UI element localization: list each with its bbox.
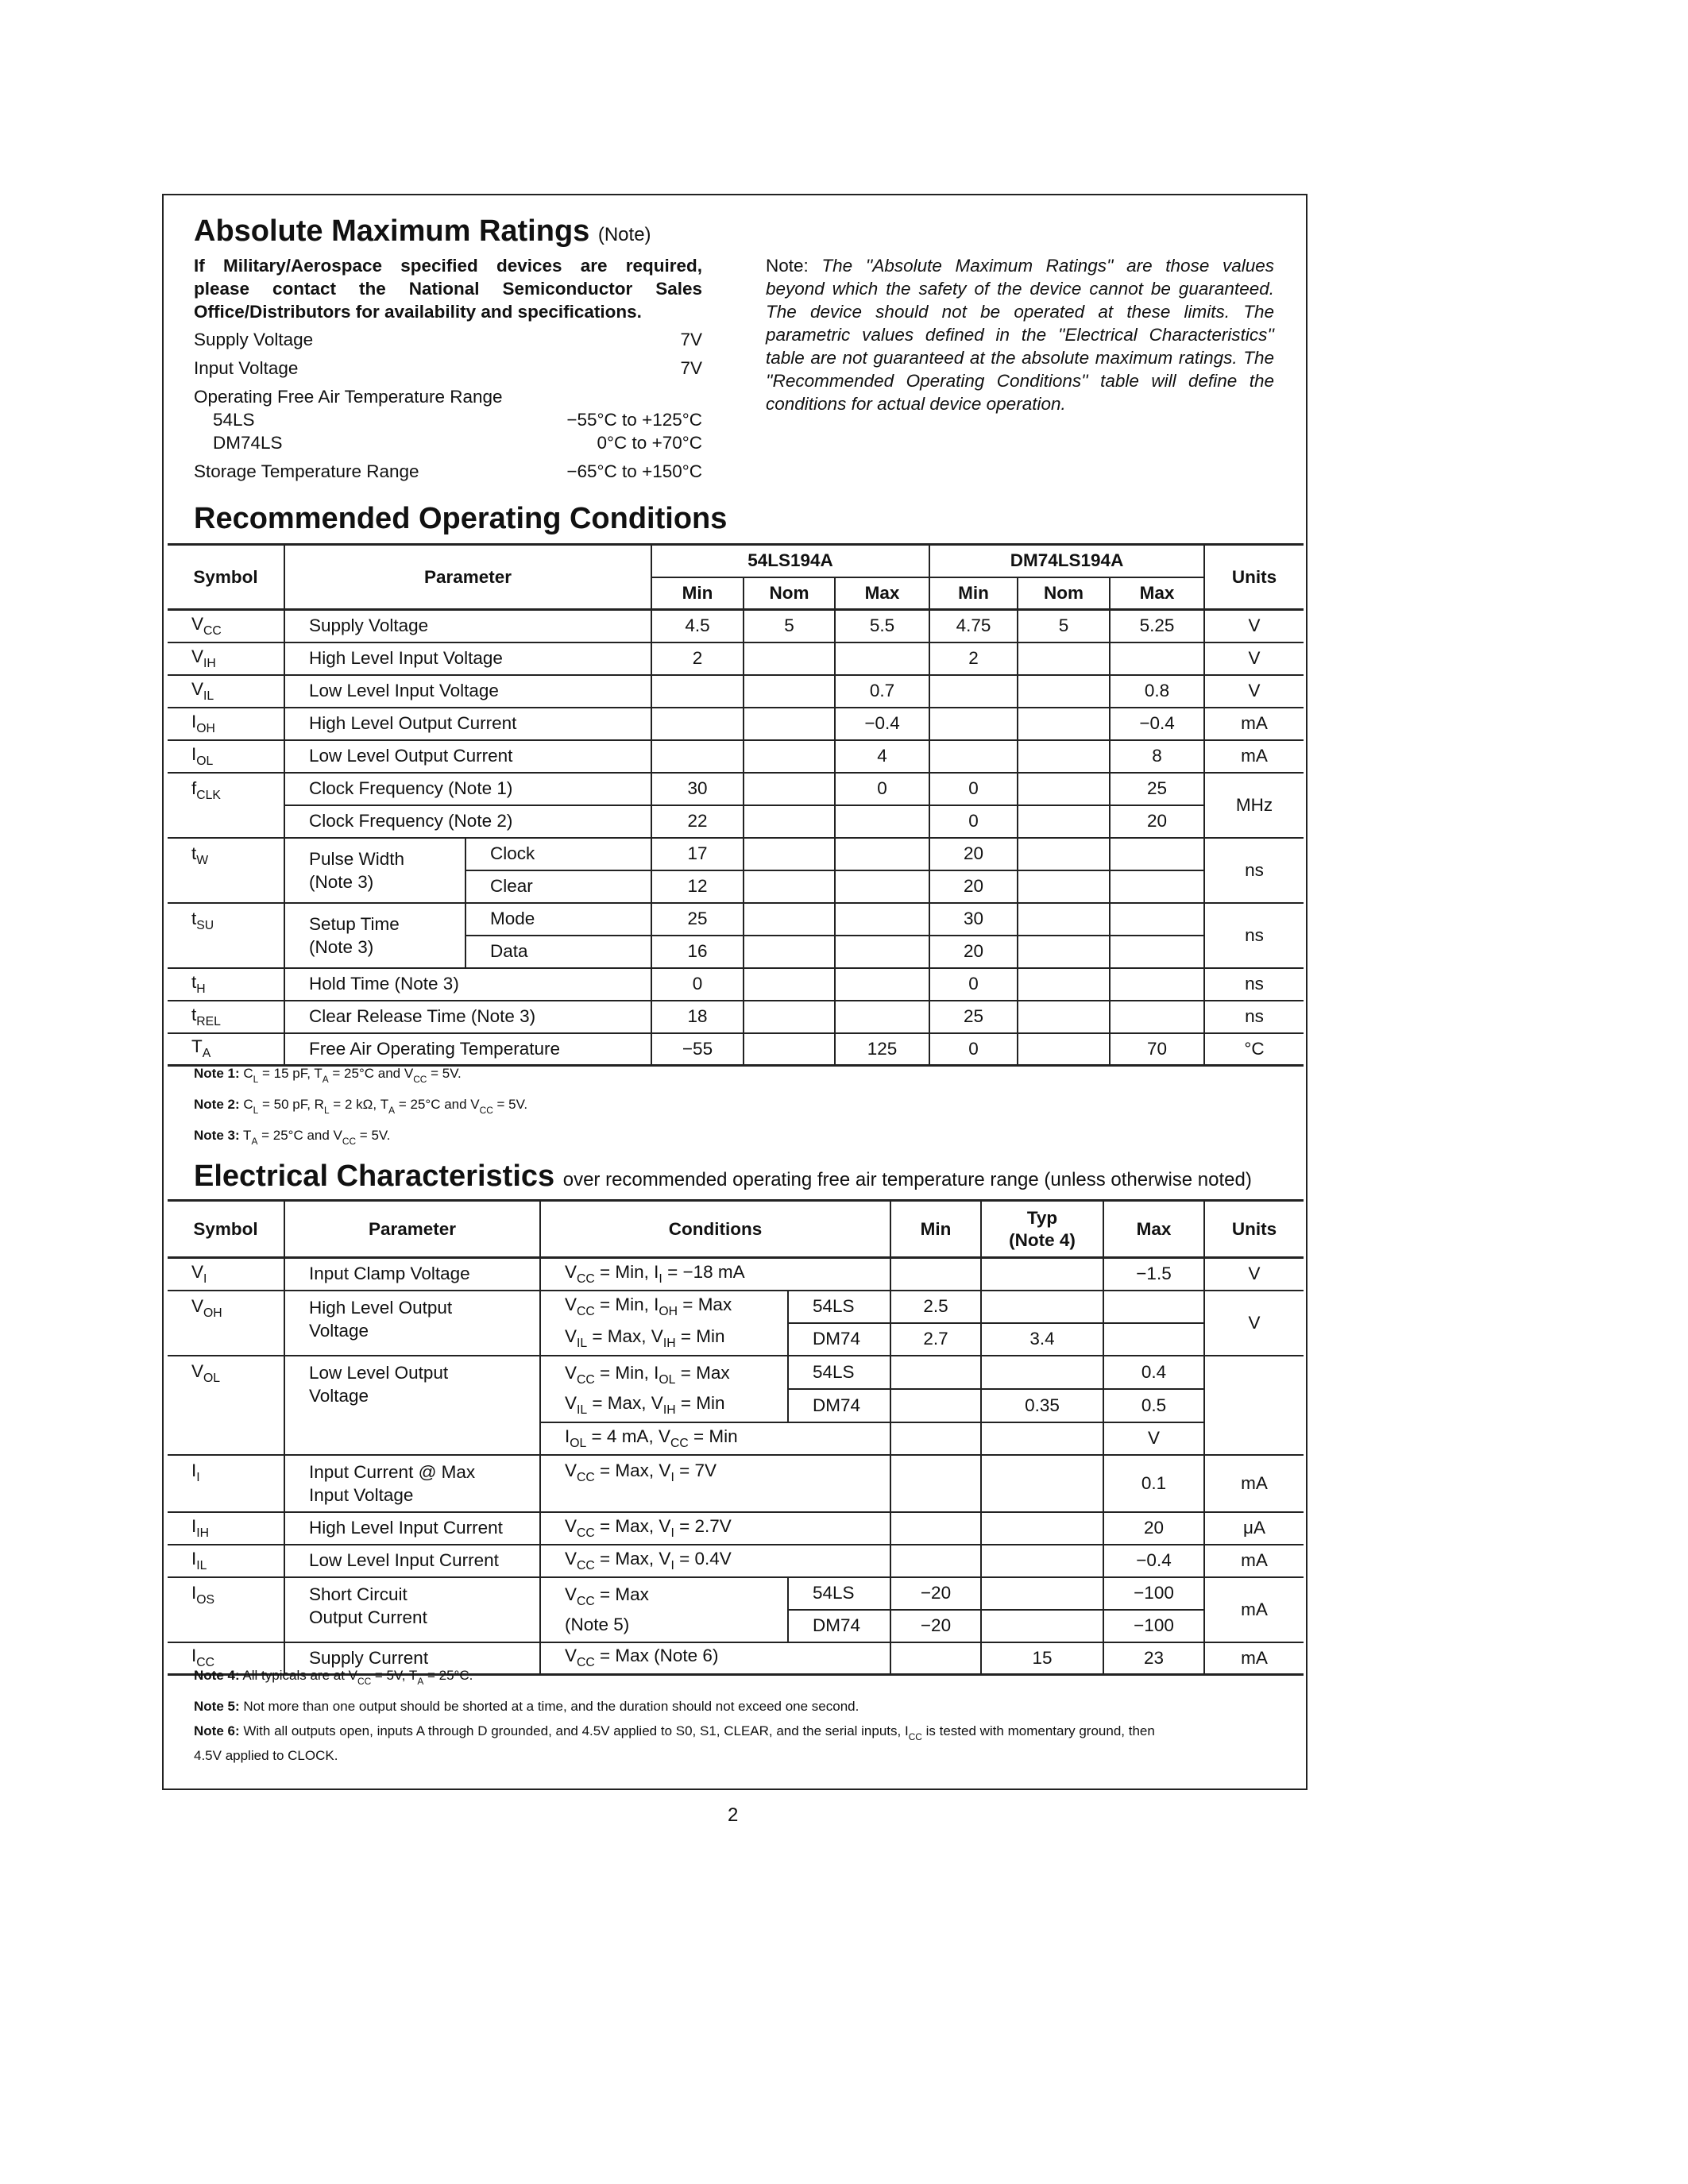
roc-h-units: Units (1204, 545, 1304, 610)
storage-temp-value: −65°C to +150°C (566, 461, 702, 481)
roc-row-tw-2: Clear 12 20 (168, 870, 1304, 903)
roc-notes (194, 1061, 527, 1154)
roc-row-iol: $I_{OL}$ Low Level Output Current 4 8 mA (168, 740, 1304, 773)
roc-note-3: Note 3: $T_A = 25^\circ C$ and $V_{CC} = 5V$. (194, 1128, 391, 1147)
roc-row-vcc: $V_{CC}$ Supply Voltage 4.5 5 5.5 4.75 5 5.25 V (168, 610, 1304, 642)
roc-row-fclk-1: $f_{CLK}$ Clock Frequency (Note 1) 30 0 0 25 MHz (168, 773, 1304, 805)
ls-temp-label: 54LS (213, 410, 255, 430)
op-temp-label: Operating Free Air Temperature Range (194, 387, 503, 407)
roc-row-fclk-2: Clock Frequency (Note 2) 22 0 20 (168, 805, 1304, 838)
roc-h-nom: Nom (744, 577, 835, 610)
roc-row-vil: $V_{IL}$ Low Level Input Voltage 0.7 0.8 V (168, 675, 1304, 708)
ec-h-units: Units (1204, 1201, 1304, 1258)
roc-h-54ls: 54LS194A (651, 545, 929, 577)
roc-h-symbol: Symbol (168, 545, 284, 610)
ec-row-icc: $I_{CC}$ Supply Current $V_{CC}$ = Max (Note 6) 15 23 mA (168, 1642, 1304, 1675)
ec-row-vol-2: DM74 0.35 0.5 (168, 1389, 1304, 1422)
ec-row-ios-2: DM74 −20 −100 (168, 1610, 1304, 1642)
roc-row-tw-1: $t_W$ Pulse Width (Note 3) Clock 17 20 ns (168, 838, 1304, 870)
roc-h-min: Min (651, 577, 744, 610)
storage-temp-label: Storage Temperature Range (194, 461, 419, 481)
roc-row-vih: $V_{IH}$ High Level Input Voltage 2 2 V (168, 642, 1304, 675)
ec-title: Electrical Characteristics over recommended operating free air temperature range (unless otherwise noted) (194, 1160, 1252, 1193)
abs-max-title: Absolute Maximum Ratings (Note) (194, 214, 651, 248)
roc-h-max: Max (835, 577, 929, 610)
roc-h-min-dm: Min (929, 577, 1018, 610)
abs-max-note: Note: The ''Absolute Maximum Ratings'' are those values beyond which the safety of the device cannot be guaranteed. The device should not be operated at these limits. The parametric values defined in the ''Electrical Characteristics'' table are not guaranteed at the absolute maximum ratings. The ''Recommended Operating Conditions'' table will define the conditions for actual device operation. (766, 256, 1274, 414)
ec-table (168, 1199, 1304, 1676)
ec-row-voh-2: $V_{IL}$ = Max, $V_{IH}$ = Min DM74 2.7 3.4 (168, 1323, 1304, 1356)
roc-row-ioh: $I_{OH}$ High Level Output Current −0.4 −0.4 mA (168, 708, 1304, 740)
roc-h-max-dm: Max (1110, 577, 1204, 610)
ec-row-iil: $I_{IL}$ Low Level Input Current $V_{CC}$ = Max, $V_I = 0.4V$ −0.4 mA (168, 1545, 1304, 1577)
roc-h-parameter: Parameter (284, 545, 651, 610)
roc-row-tsu-2: Data 16 20 (168, 936, 1304, 968)
input-voltage-value: 7V (680, 358, 702, 378)
military-notice: If Military/Aerospace specified devices are required, please contact the National Semiconductor Sales Office/Distributors for availability and specifications. (194, 256, 702, 322)
ec-row-vi: $V_I$ Input Clamp Voltage $V_{CC}$ = Min, $I_I = -18$ mA −1.5 V (168, 1258, 1304, 1291)
supply-voltage-value: 7V (680, 330, 702, 349)
ec-note-6: Note 6: With all outputs open, inputs A through D grounded, and 4.5V applied to S0, S1, CLEAR, and the serial inputs, $I_{CC}$ is tested with momentary ground, then 4.5V applied to CLOCK. (194, 1723, 1155, 1763)
ec-h-symbol: Symbol (193, 1218, 258, 1239)
ec-row-vol-1: $V_{OL}$ Low Level Output Voltage $V_{CC}$ = Min, $I_{OL}$ = Max $V_{IL}$ = Max, $V_{IH}$ = Min 54LS 0.4 (168, 1356, 1304, 1389)
roc-note-2: Note 2: $C_L = 50$ pF, $R_L = 2$ kΩ, $T_A = 25^\circ C$ and $V_{CC} = 5V$. (194, 1097, 528, 1116)
ls-temp-value: −55°C to +125°C (566, 410, 702, 430)
ec-notes (194, 1663, 1282, 1765)
ec-note-4: Note 4: All typicals are at $V_{CC} = 5V$, $T_A = 25^\circ C$. (194, 1668, 473, 1687)
ec-h-conditions: Conditions (540, 1201, 890, 1258)
roc-table (168, 543, 1304, 1067)
roc-row-tsu-1: $t_{SU}$ Setup Time (Note 3) Mode 25 30 ns (168, 903, 1304, 936)
roc-h-nom-dm: Nom (1018, 577, 1110, 610)
ec-h-max: Max (1103, 1201, 1204, 1258)
dm-temp-label: DM74LS (213, 433, 283, 453)
roc-row-th: $t_H$ Hold Time (Note 3) 0 0 ns (168, 968, 1304, 1001)
page-number: 2 (728, 1804, 739, 1826)
roc-title: Recommended Operating Conditions (194, 502, 728, 535)
ec-h-parameter: Parameter (284, 1201, 540, 1258)
ec-note-5: Note 5: Not more than one output should be shorted at a time, and the duration should not exceed one second. (194, 1699, 859, 1714)
roc-h-dm74: DM74LS194A (929, 545, 1204, 577)
ec-h-typ: Typ (Note 4) (981, 1201, 1103, 1258)
dm-temp-value: 0°C to +70°C (597, 433, 702, 453)
ec-row-vol-3: $I_{OL} = 4$ mA, $V_{CC}$ = Min V (168, 1422, 1304, 1455)
roc-row-ta: $T_A$ Free Air Operating Temperature −55 125 0 70 °C (168, 1033, 1304, 1066)
ec-row-voh-1: $V_{OH}$ High Level Output Voltage $V_{CC}$ = Min, $I_{OH}$ = Max 54LS 2.5 V (168, 1291, 1304, 1323)
ec-row-iih: $I_{IH}$ High Level Input Current $V_{CC}$ = Max, $V_I = 2.7V$ 20 μA (168, 1512, 1304, 1545)
ec-row-ii: $I_I$ Input Current @ Max Input Voltage $V_{CC}$ = Max, $V_I = 7V$ 0.1 mA (168, 1455, 1304, 1512)
ec-h-min: Min (890, 1201, 981, 1258)
ec-row-ios-1: $I_{OS}$ Short Circuit Output Current $V_{CC}$ = Max (Note 5) 54LS −20 −100 mA (168, 1577, 1304, 1610)
roc-row-trel: $t_{REL}$ Clear Release Time (Note 3) 18 25 ns (168, 1001, 1304, 1033)
supply-voltage-label: Supply Voltage (194, 330, 314, 349)
roc-note-1: Note 1: $C_L = 15$ pF, $T_A = 25^\circ C$ and $V_{CC} = 5V$. (194, 1066, 462, 1085)
input-voltage-label: Input Voltage (194, 358, 299, 378)
